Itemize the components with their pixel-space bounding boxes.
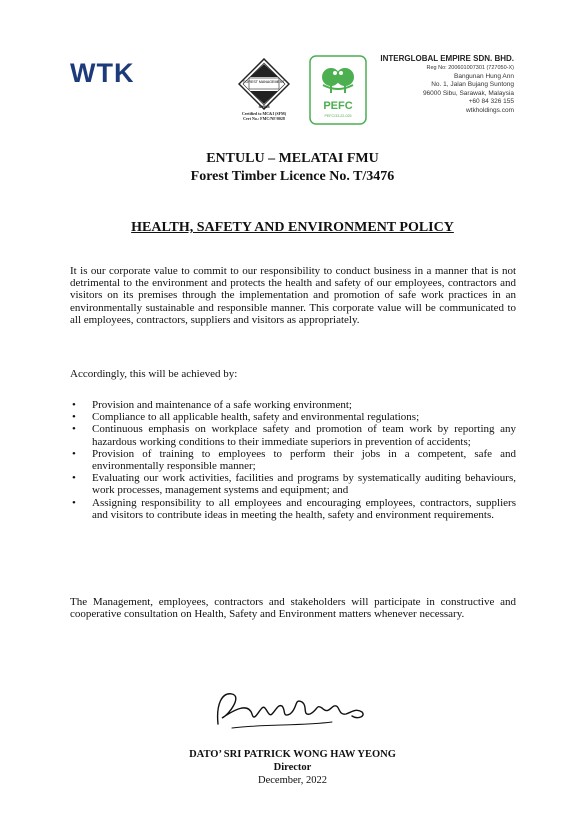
company-address-block xyxy=(380,54,514,115)
commitments-list xyxy=(70,399,516,521)
company-website[interactable]: wtkholdings.com xyxy=(465,106,514,114)
sirim-badge-bottom: SIRIM xyxy=(258,104,270,109)
address-line: Bangunan Hung Ann xyxy=(454,72,514,80)
list-item: • Continuous emphasis on workplace safety and promotion of team work by reporting any hazardous working conditions to their immediate superiors in prevention of accidents; xyxy=(70,423,516,447)
licence-title: Forest Timber Licence No. T/3476 xyxy=(190,169,395,184)
company-name: INTERGLOBAL EMPIRE SDN. BHD. xyxy=(380,54,514,63)
intro-paragraph: It is our corporate value to commit to our responsibility to conduct business in a manner that is not detrimental to the environment and protects the health and safety of our employees, contractors and visitors on its premises through the implementation and promotion of safe work practices in an environmentally sustainable and responsible manner. This corporate value will be communicated to all employees, contractors, suppliers and visitors as appropriately. xyxy=(70,265,516,326)
sirim-certification-badge xyxy=(238,58,290,121)
list-item: • Assigning responsibility to all employees and encouraging employees, contractors, suppliers and visitors to contribute ideas in meeting the health, safety and environment requirements. xyxy=(70,497,516,521)
sirim-cert-line2: Cert No.: FMC/NF/0028 xyxy=(243,116,285,121)
signatory-name: DATO’ SRI PATRICK WONG HAW YEONG xyxy=(189,749,396,760)
pefc-brand: PEFC xyxy=(323,100,353,112)
address-line: 96000 Sibu, Sarawak, Malaysia xyxy=(422,89,514,97)
pefc-tagline: PEFC/33-22-025 xyxy=(324,114,352,118)
list-item: • Compliance to all applicable health, safety and environmental regulations; xyxy=(70,411,516,423)
signatory-role: Director xyxy=(273,762,312,773)
list-item: • Evaluating our work activities, facilities and programs by systematically auditing behaviours, work processes, management systems and equipment; and xyxy=(70,472,516,496)
sirim-diamond-icon xyxy=(238,58,290,110)
address-line: No. 1, Jalan Bujang Suntong xyxy=(431,81,514,88)
handwritten-signature xyxy=(212,684,372,736)
wtk-logo: WTK xyxy=(70,58,135,88)
sirim-cert-line1: Certified to MC&I (SFM) xyxy=(241,111,287,116)
sirim-caption xyxy=(238,111,290,121)
pefc-logo xyxy=(309,55,367,125)
company-phone: +60 84 326 155 xyxy=(468,98,514,105)
signature-date: December, 2022 xyxy=(258,775,327,786)
company-reg-no: Reg No: 200601007301 (727050-X) xyxy=(426,65,514,71)
accordingly-line: Accordingly, this will be achieved by: xyxy=(70,368,238,380)
document-heading xyxy=(0,150,585,186)
list-item: • Provision and maintenance of a safe working environment; xyxy=(70,399,516,411)
sirim-badge-top: FOREST MANAGEMENT xyxy=(243,80,285,84)
closing-paragraph: The Management, employees, contractors and stakeholders will participate in constructive and cooperative consultation on Health, Safety and Environment matters whenever necessary. xyxy=(70,596,516,621)
fmu-title: ENTULU – MELATAI FMU xyxy=(206,151,379,166)
signatory-block xyxy=(0,748,585,787)
policy-title: HEALTH, SAFETY AND ENVIRONMENT POLICY xyxy=(131,220,454,235)
list-item: • Provision of training to employees to perform their jobs in a competent, safe and environmentally responsible manner; xyxy=(70,448,516,472)
